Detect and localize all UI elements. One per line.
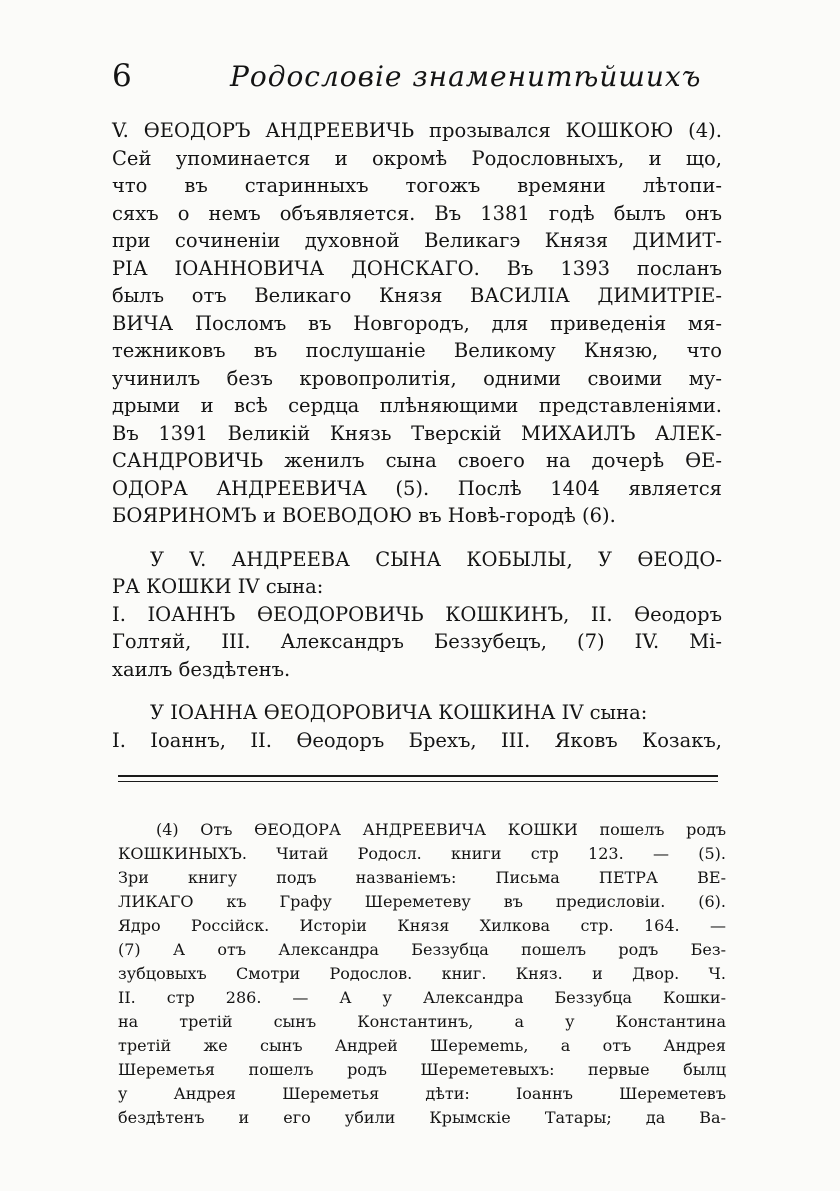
text-line: РІА ІОАННОВИЧА ДОНСКАГО. Въ 1393 посланъ: [112, 256, 722, 280]
footnote-line: (4) Отъ ѲЕОДОРА АНДРЕЕВИЧА КОШКИ пошелъ родъ: [156, 820, 726, 839]
text-line: при сочиненіи духовной Великагэ Князя ДИМИТ-: [112, 229, 722, 252]
running-title: Родословіе знаменитѣйшихъ: [230, 60, 702, 93]
text-line: ОДОРА АНДРЕЕВИЧА (5). Послѣ 1404 является: [112, 476, 722, 500]
text-line: что въ старинныхъ тогожъ времяни лѣтопи-: [112, 174, 722, 197]
footnote-line: КОШКИНЫХЪ. Читай Родосл. книги стр 123. — (5).: [118, 844, 726, 863]
paragraph-koshka-sons: [112, 546, 722, 684]
footnote-separator: [118, 775, 718, 782]
footnote-line: Ядро Россійск. Исторіи Князя Хилкова стр. 164. —: [118, 916, 726, 935]
text-line: I. ІОАННЪ ѲЕОДОРОВИЧЬ КОШКИНЪ, II. Ѳеодоръ: [112, 602, 722, 626]
text-line: былъ отъ Великаго Князя ВАСИЛІА ДИМИТРІЕ-: [112, 284, 722, 307]
footnote-line: бездѣтенъ и его убили Крымскіе Татары; да Ва-: [118, 1108, 726, 1127]
text-line: V. ѲЕОДОРЪ АНДРЕЕВИЧЬ прозывался КОШКОЮ (4).: [112, 119, 722, 142]
page-number: 6: [112, 58, 132, 94]
text-line: ВИЧА Посломъ въ Новгородъ, для приведенія мя-: [112, 311, 722, 335]
footnote-line: (7) А отъ Александра Беззубца пошелъ родъ Без-: [118, 940, 726, 959]
footnote-line: зубцовыхъ Смотри Родослов. книг. Княз. и Двор. Ч.: [118, 964, 726, 983]
rule-thick: [118, 775, 718, 777]
text-line: У ІОАННА ѲЕОДОРОВИЧА КОШКИНА IV сына:: [150, 701, 648, 724]
footnotes: [118, 818, 726, 1130]
text-line: САНДРОВИЧЬ женилъ сына своего на дочерѣ ѲЕ-: [112, 449, 722, 472]
paragraph-ioann-sons: [112, 699, 722, 754]
footnote-line: Шереметья пошелъ родъ Шереметевыхъ: первые былц: [118, 1060, 726, 1079]
text-line: РА КОШКИ IV сына:: [112, 575, 324, 598]
rule-thin: [118, 781, 718, 782]
page-header: [112, 58, 732, 98]
text-line: Сей упоминается и окромѣ Родословныхъ, и що,: [112, 146, 722, 170]
text-line: хаилъ бездѣтенъ.: [112, 657, 291, 681]
footnote-line: на третій сынъ Константинъ, а у Константина: [118, 1012, 726, 1031]
footnote-line: Зри книгу подъ названіемъ: Письма ПЕТРА ВЕ-: [118, 868, 726, 887]
text-line: Въ 1391 Великій Князь Тверскій МИХАИЛЪ АЛЕК-: [112, 421, 722, 445]
footnote-line: ЛИКАГО къ Графу Шереметеву въ предисловіи. (6).: [118, 892, 726, 911]
text-line: БОЯРИНОМЪ и ВОЕВОДОЮ въ Новѣ-городѣ (6).: [112, 504, 616, 527]
text-line: учинилъ безъ кровопролитія, одними своими му-: [112, 366, 722, 390]
text-line: У V. АНДРЕЕВА СЫНА КОБЫЛЫ, У ѲЕОДО-: [150, 547, 722, 571]
paragraph-feodor: [112, 117, 722, 530]
text-line: тежниковъ въ послушаніе Великому Князю, что: [112, 339, 722, 362]
main-text: [112, 117, 722, 754]
footnote-line: у Андрея Шереметья дѣти: Іоаннъ Шереметевъ: [118, 1084, 726, 1103]
text-line: сяхъ о немъ объявляется. Въ 1381 годѣ былъ онъ: [112, 201, 722, 225]
footnote-line: третій же сынъ Андрей Шеремеmь, а отъ Андрея: [118, 1036, 726, 1055]
text-line: Голтяй, III. Александръ Беззубецъ, (7) IV. Мі-: [112, 630, 722, 653]
footnote-line: II. стр 286. — А у Александра Беззубца Кошки-: [118, 988, 726, 1007]
text-line: I. Іоаннъ, II. Ѳеодоръ Брехъ, III. Яковъ Козакъ,: [112, 728, 722, 752]
text-line: дрыми и всѣ сердца плѣняющими представленіями.: [112, 394, 722, 417]
